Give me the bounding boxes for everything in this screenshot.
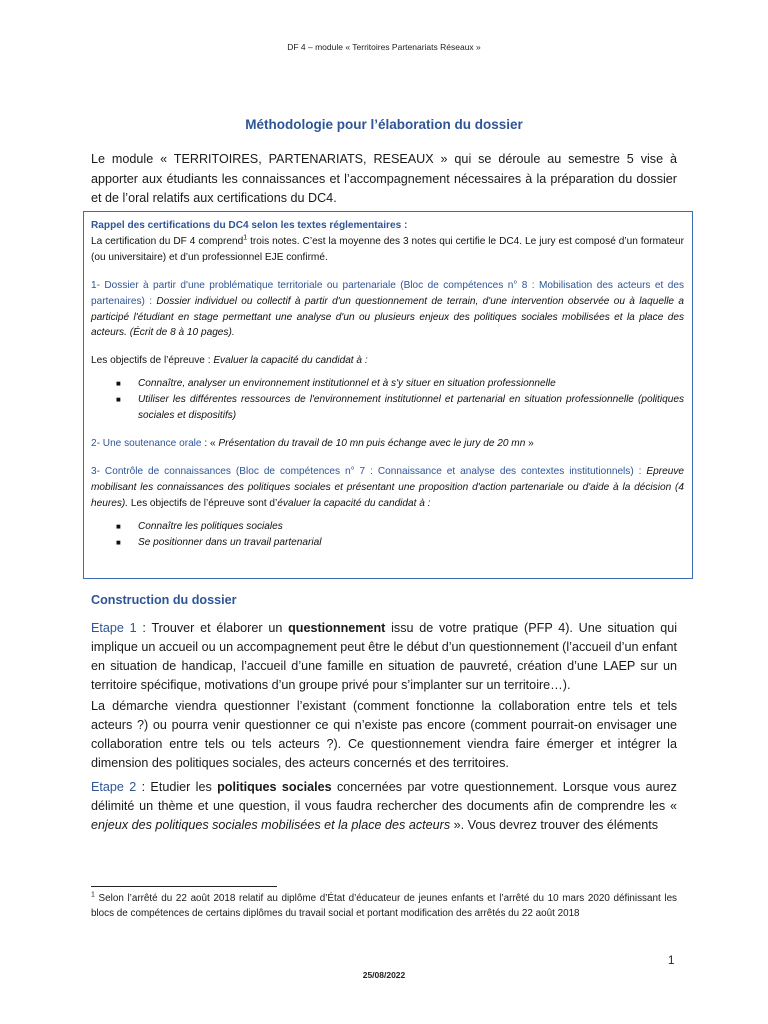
page-number: 1 xyxy=(668,955,675,967)
list-item: ■ Connaître, analyser un environnement institutionnel et à s'y situer en situation professionnelle xyxy=(138,376,684,392)
list-item: ■ Utiliser les différentes ressources de l'environnement institutionnel et partenarial en situation professionnelle (politiques sociales et dispositifs) xyxy=(116,394,684,422)
objectives-list xyxy=(91,376,684,424)
item1-text: Dossier individuel ou collectif à partir d'un questionnement de terrain, d'une intervention observée ou à laquelle a participé l'étudiant en stage permettant une analyse d'un ou plusieurs enjeux des politiques sociales mobilisées et la place des acteurs. (Écrit de 8 à 10 pages). xyxy=(91,295,684,339)
item3-objectives-list xyxy=(91,519,684,551)
footer-date: 25/08/2022 xyxy=(362,970,406,980)
certification-item-3: 3- Contrôle de connaissances (Bloc de compétences n° 7 : Connaissance et analyse des contextes institutionnels) : Epreuve mobilisant les connaissances des politiques sociales et présentant une proposition d'action partenariale ou d'aide à la décision (4 heures). Les objectifs de l’épreuve sont d’évaluer la capacité du candidat à : xyxy=(91,465,684,509)
etape-2-label: Etape 2 xyxy=(91,780,142,794)
square-bullet-icon: ■ xyxy=(116,395,121,405)
footnote-ref: 1 xyxy=(243,234,248,242)
box-heading: Rappel des certifications du DC4 selon les textes réglementaires : xyxy=(91,220,408,231)
certifications-reminder-box xyxy=(83,211,693,579)
page-header: DF 4 – module « Territoires Partenariats Réseaux » xyxy=(287,42,481,52)
footnote-number: 1 xyxy=(91,891,95,899)
certification-item-1 xyxy=(91,278,684,342)
footnote-text: Selon l’arrêté du 22 août 2018 relatif au diplôme d’État d’éducateur de jeunes enfants et l’arrêté du 10 mars 2020 définissant les blocs de compétences de certains diplômes du travail social et portant modification des arrêtés du 22 août 2018 xyxy=(91,893,677,920)
square-bullet-icon: ■ xyxy=(116,379,121,389)
etape-1-label: Etape 1 xyxy=(91,621,143,635)
list-item: ■ Connaître les politiques sociales xyxy=(138,519,684,535)
etape-1-paragraph: Etape 1 : Trouver et élaborer un questionnement issu de votre pratique (PFP 4). Une situation qui implique un accueil ou un accompagnement peut être le début d’un questionnement (l’accueil d’un enfant en situation de handicap, l’accueil d’une famille en situation de pauvreté, création d’une LAEP sur un territoire spécifique, motivations d’un groupe privé pour s’implanter sur un territoire…). xyxy=(91,621,678,692)
footnote-separator xyxy=(91,886,277,887)
item2-label: 2- Une soutenance orale xyxy=(91,437,202,449)
objectives-line: Les objectifs de l’épreuve : Evaluer la capacité du candidat à : xyxy=(91,355,368,367)
footnote xyxy=(91,891,677,922)
item3-label: 3- Contrôle de connaissances (Bloc de compétences n° 7 : Connaissance et analyse des contextes institutionnels) : xyxy=(91,465,642,477)
certification-item-2: 2- Une soutenance orale : « Présentation du travail de 10 mn puis échange avec le jury de 20 mn » xyxy=(91,437,534,449)
demarche-paragraph: La démarche viendra questionner l’existant (comment fonctionne la collaboration entre tels et tels acteurs ?) ou pourra venir questionner ce qui n’existe pas encore (comment pourrait-on envisager une collaboration entre tels ou tels acteurs ?). Ce questionnement viendra faire émerger et intégrer la dimension des politiques sociales, des acteurs concernés et des territoires. xyxy=(91,699,677,770)
document-title: Méthodologie pour l’élaboration du dossier xyxy=(245,117,523,132)
square-bullet-icon: ■ xyxy=(116,521,121,531)
list-item: ■ Se positionner dans un travail partenarial xyxy=(138,535,684,551)
intro-text: Le module « TERRITOIRES, PARTENARIATS, RESEAUX » qui se déroule au semestre 5 vise à apporter aux étudiants les connaissances et l’accompagnement nécessaires à la préparation du dossier et de l’oral relatifs aux certifications du DC4. xyxy=(91,152,677,205)
intro-paragraph xyxy=(91,150,677,209)
item1-label: 1- Dossier à partir d'une problématique territoriale ou partenariale (Bloc de compétences n° 8 : Mobilisation des acteurs et des partenaires) : xyxy=(91,279,684,307)
square-bullet-icon: ■ xyxy=(116,537,121,547)
etape-2-paragraph: Etape 2 : Etudier les politiques sociales concernées par votre questionnement. Lorsque vous aurez délimité un thème et une question, il vous faudra rechercher des documents afin de comprendre les « enjeux des politiques sociales mobilisées et la place des acteurs ». Vous devrez trouver des éléments xyxy=(91,780,677,832)
section-title-construction: Construction du dossier xyxy=(91,593,237,607)
certification-paragraph: La certification du DF 4 comprend$^1$ trois notes. C’est la moyenne des 3 notes qui certifie le DC4. Le jury est composé d’un formateur (ou universitaire) et d’un professionnel EJE confirmé. xyxy=(91,234,684,263)
